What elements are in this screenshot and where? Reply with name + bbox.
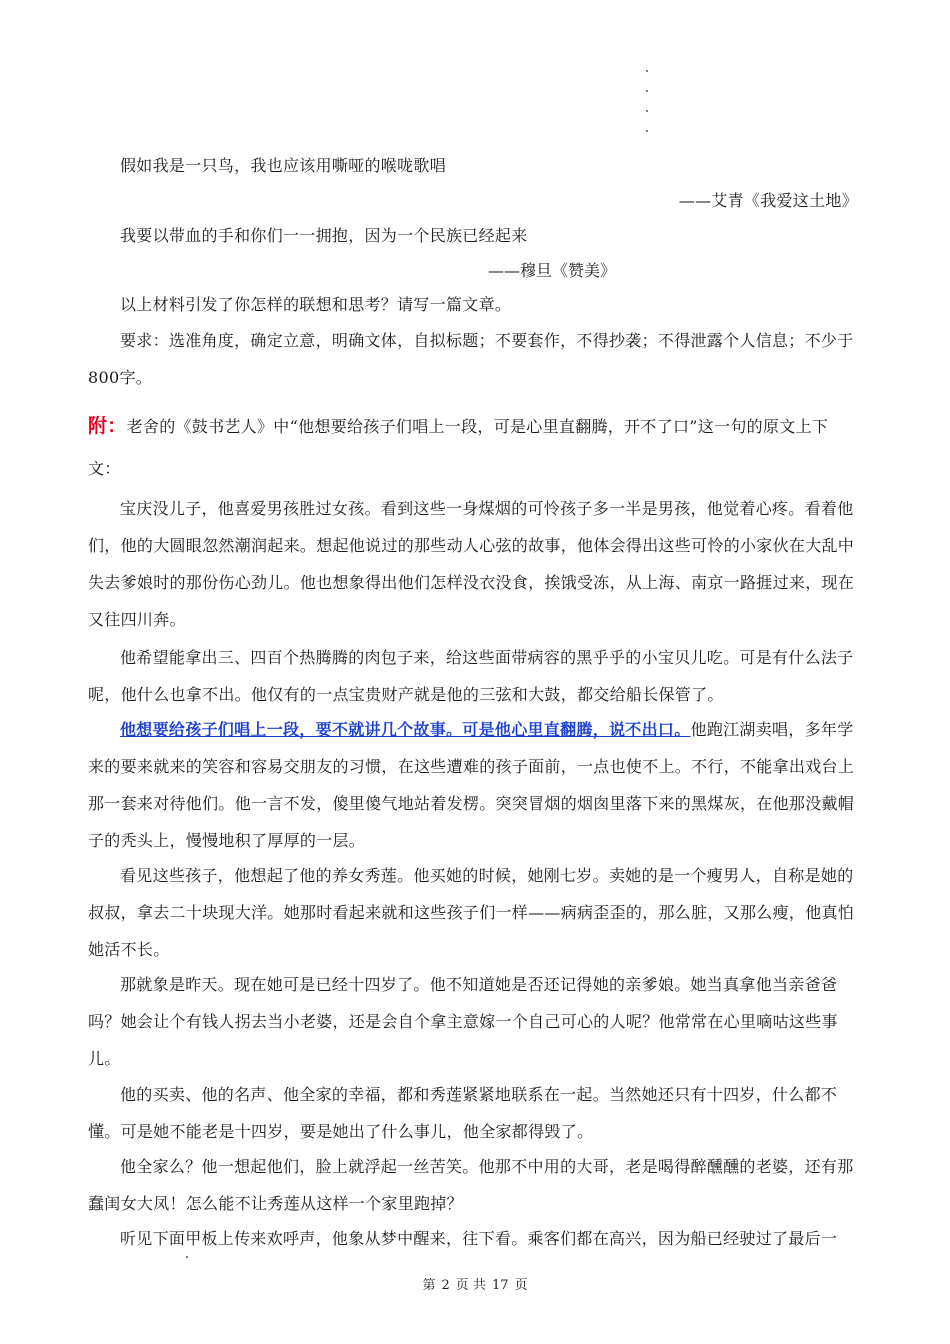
paragraph-3	[88, 711, 858, 859]
prompt-question: 以上材料引发了你怎样的联想和思考？请写一篇文章。	[120, 295, 512, 314]
paragraph-8: 听见下面甲板上传来欢呼声，他象从梦中醒来，往下看。乘客们都在高兴，因为船已经驶过了最后一	[120, 1229, 838, 1248]
appendix-intro: 老舍的《鼓书艺人》中“他想要给孩子们唱上一段，可是心里直翻腾，开不了口”这一句的原文上下文：	[88, 417, 829, 478]
page-footer	[0, 1274, 950, 1293]
paragraph-4: 看见这些孩子，他想起了他的养女秀莲。他买她的时候，她刚七岁。卖她的是一个瘦男人，自称是她的叔叔，拿去二十块现大洋。她那时看起来就和这些孩子们一样——病病歪歪的，那么脏，又那么瘦，他真怕她活不长。	[88, 866, 855, 959]
paragraph-7: 他全家么？他一想起他们，脸上就浮起一丝苦笑。他那不中用的大哥，老是喝得醉醺醺的老婆，还有那蠢闺女大凤！怎么能不让秀莲从这样一个家里跑掉？	[88, 1157, 854, 1213]
paragraph-3-rest: 他跑江湖卖唱，多年学来的要来就来的笑容和容易交朋友的习惯，在这些遭难的孩子面前，一点也使不上。不行，不能拿出戏台上那一套来对待他们。他一言不发，傻里傻气地站着发楞。突突冒烟的烟囱里落下来的黑煤灰，在他那没戴帽子的秃头上，慢慢地积了厚厚的一层。	[88, 720, 855, 850]
footer-prefix: 第	[422, 1278, 436, 1293]
margin-dot	[186, 1256, 188, 1258]
poem-line-2: 我要以带血的手和你们一一拥抱，因为一个民族已经起来	[120, 226, 528, 245]
paragraph-5: 那就象是昨天。现在她可是已经十四岁了。他不知道她是否还记得她的亲爹娘。她当真拿他当亲爸爸吗？她会让个有钱人拐去当小老婆，还是会自个拿主意嫁一个自己可心的人呢？他常常在心里嘀咕这些事儿。	[88, 975, 838, 1068]
footer-page-number: 2	[441, 1278, 450, 1293]
appendix-label: 附：	[88, 415, 127, 437]
poem-attribution-1: ——艾青《我爱这土地》	[678, 191, 858, 210]
margin-dots	[646, 70, 650, 150]
footer-total-pages: 17	[491, 1278, 509, 1293]
appendix-intro-paragraph	[88, 405, 858, 490]
paragraph-2: 他希望能拿出三、四百个热腾腾的肉包子来，给这些面带病容的黑乎乎的小宝贝儿吃。可是有什么法子呢，他什么也拿不出。他仅有的一点宝贵财产就是他的三弦和大鼓，都交给船长保管了。	[88, 648, 854, 704]
paragraph-1: 宝庆没儿子，他喜爱男孩胜过女孩。看到这些一身煤烟的可怜孩子多一半是男孩，他觉着心疼。看着他们，他的大圆眼忽然潮润起来。想起他说过的那些动人心弦的故事，他体会得出这些可怜的小家伙在大乱中失去爹娘时的那份伤心劲儿。他也想象得出他们怎样没衣没食，挨饿受冻，从上海、南京一路捱过来，现在又往四川奔。	[88, 499, 855, 629]
paragraph-6: 他的买卖、他的名声、他全家的幸福，都和秀莲紧紧地联系在一起。当然她还只有十四岁，什么都不懂。可是她不能老是十四岁，要是她出了什么事儿，他全家都得毁了。	[88, 1085, 838, 1141]
footer-suffix: 页	[514, 1278, 528, 1293]
highlighted-sentence: 他想要给孩子们唱上一段，要不就讲几个故事。可是他心里直翻腾，说不出口。	[120, 720, 691, 739]
footer-mid: 页 共	[455, 1278, 486, 1293]
prompt-requirement: 要求：选准角度，确定立意，明确文体，自拟标题；不要套作，不得抄袭；不得泄露个人信息；不少于800字。	[88, 331, 854, 387]
poem-line-1: 假如我是一只鸟，我也应该用嘶哑的喉咙歌唱	[120, 156, 447, 175]
poem-attribution-2: ——穆旦《赞美》	[488, 261, 617, 280]
